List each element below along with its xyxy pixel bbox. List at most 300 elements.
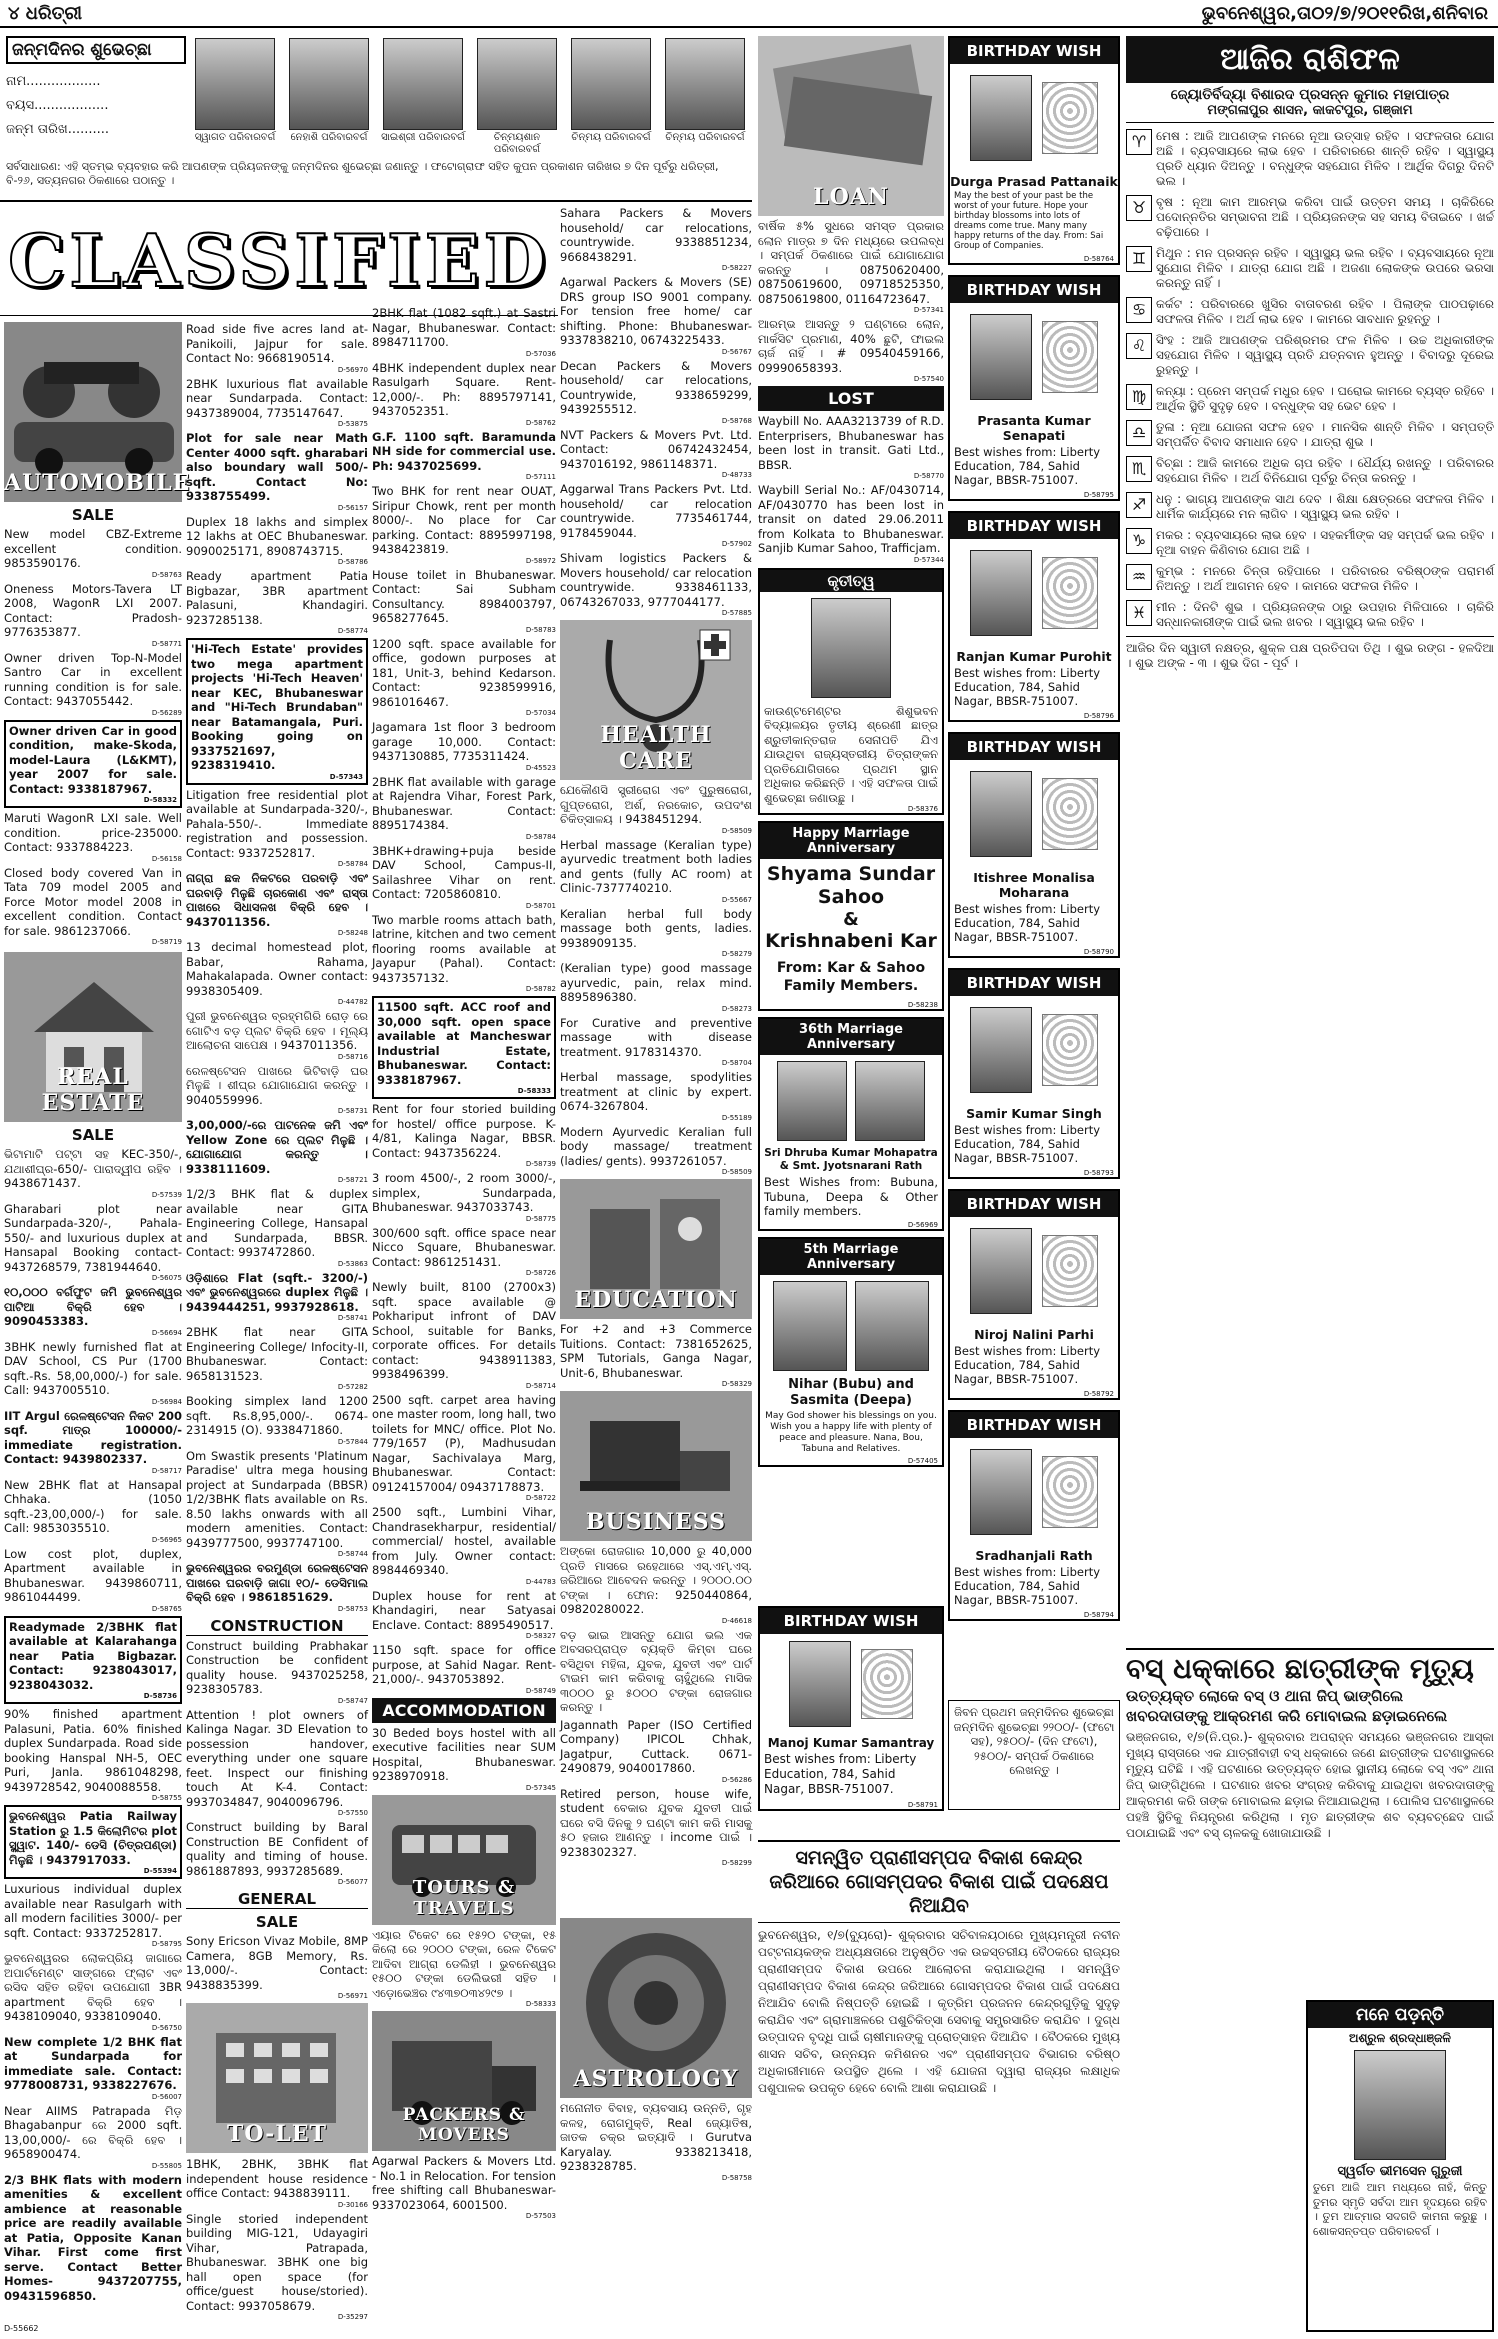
anniversary-5-box: [758, 1237, 944, 1467]
wish-photos: [950, 64, 1118, 172]
ad-text: G.F. 1100 sqft. Baramunda NH side for commercial use. Ph: 9437025699.: [372, 429, 556, 473]
anniversary-name-2: Krishnabeni Kar: [765, 930, 937, 952]
ad-text: 3BHK+drawing+puja beside DAV School, Campus-II, Sailashree Vihar on rent. Contact: 7205860810.: [372, 843, 556, 901]
ad-code: D-56157: [337, 503, 368, 512]
classified-ad: [186, 1064, 368, 1116]
ad-code: D-58719: [151, 938, 182, 946]
classified-ad: [4, 1202, 182, 1283]
ad-code: D-58329: [721, 1380, 752, 1388]
birthday-wish-box: [948, 732, 1120, 958]
tours-travels-image: [372, 1795, 556, 1925]
ad-code: D-58509: [721, 826, 752, 835]
ad-code: D-55394: [143, 1867, 177, 1875]
classified-ad: [372, 1643, 556, 1695]
classified-ad: [560, 1544, 752, 1625]
classified-ad: [372, 1393, 556, 1503]
classified-ad: [186, 1934, 368, 2000]
zodiac-sign-icon: ♌: [1126, 333, 1152, 359]
wish-name: Sradhanjali Rath: [975, 1548, 1093, 1563]
ad-text: Decan Packers & Movers household/ car relocations, Countrywide, 9338659299, 9439255512.: [560, 358, 752, 416]
ad-code: D-58273: [721, 1004, 752, 1013]
ad-text: Two BHK for rent near OUAT, Siripur Chowk, rent per month 8000/-. No place for Car parking. Contact: 8895997198, 9438423819.: [372, 484, 556, 556]
cattle-news: [758, 1840, 1120, 2332]
classified-ad: [4, 1340, 182, 1406]
achievement-heading: କୃତୀତ୍ୱ: [760, 570, 942, 592]
child-card: [286, 38, 372, 158]
page-number: ୪ ଧରିତ୍ରୀ: [8, 3, 83, 24]
bus-subhead-2: ଖବରଦାତାଙ୍କୁ ଆକ୍ରମଣ କରି ମୋବାଇଲ ଛଡ଼ାଇନେଲେ: [1126, 1707, 1448, 1725]
loan-image: [758, 36, 944, 216]
ad-text: ଭୁବନେଶ୍ୱରର ବରମୁଣ୍ଡା ରେଳଷ୍ଟେସନ ପାଖରେ ଘରବାଡ଼ି ଜାଗା ୧୦/- ଡେସିମାଲ ବିକ୍ରି ହେବ । 9861851629.: [186, 1561, 368, 1604]
ad-code: D-58747: [337, 1696, 368, 1705]
anniversary-5-wish: May God shower his blessings on you. Wish you a happy life with plenty of peace and pleasure. Nana, Bou, Tabuna and Relatives.: [765, 1410, 937, 1454]
flower-bouquet-icon: [1042, 1456, 1098, 1528]
ad-code: D-57036: [525, 349, 556, 358]
ad-code: D-58327: [525, 1632, 556, 1640]
ad-text: 2BHK flat (1082 sqft.) at Sastri Nagar, Bhubaneswar. Contact: 8984711700.: [372, 306, 556, 349]
ad-code: D-48733: [721, 471, 752, 479]
wish-photos: [950, 996, 1118, 1104]
obituary-box: [1306, 2000, 1494, 2332]
ad-code: D-57282: [337, 1383, 368, 1391]
birthday-wish-manoj: [758, 1606, 944, 1832]
ad-code: D-58771: [151, 639, 182, 648]
ad-text: Rent for four storied building for hostel/ office purpose. K-4/81, Kalinga Nagar, BBSR. Contact: 9437356224.: [372, 1102, 556, 1160]
zodiac-sign-icon: ♋: [1126, 297, 1152, 323]
ad-code: D-58716: [337, 1052, 368, 1061]
ad-code: D-58721: [337, 1176, 368, 1184]
ad-code: D-58753: [337, 1604, 368, 1613]
business-image: [560, 1391, 752, 1541]
classified-ad: [560, 838, 752, 904]
wish-code: D-58792: [1083, 1390, 1114, 1398]
classified-ad: [4, 1547, 182, 1613]
classified-ad: [4, 2104, 182, 2170]
classified-ad: [186, 431, 368, 512]
child-caption: ସାଇଶ୍ରୀ ପରିବାରବର୍ଗ: [381, 132, 465, 143]
health-care-image: [560, 620, 752, 780]
wish-manoj-code: D-58791: [907, 1801, 938, 1809]
classified-ad: [372, 844, 556, 910]
groom-photo: [773, 1281, 847, 1371]
child-photo: [383, 38, 463, 130]
ad-text: Duplex 18 lakhs and simplex 12 lakhs at OEC Bhubaneswar. 9090025171, 8908743715.: [186, 514, 368, 558]
auto-sale-heading: SALE: [71, 506, 115, 524]
wish-text: Best wishes from: Liberty Education, 784, Sahid Nagar, BBSR-751007.: [954, 902, 1101, 944]
flower-bouquet-icon: [1042, 1235, 1098, 1307]
ad-text: 3,00,000/-ରେ ପାଟନେକ ଜମି ଏବଂ Yellow Zone ରେ ପ୍ଲଟ ମିଳୁଛି । ଯୋଗାଯୋଗ କରନ୍ତୁ । 9338111609.: [186, 1118, 368, 1176]
wish-manoj-title: BIRTHDAY WISH: [760, 1608, 942, 1634]
rashi-item: [1126, 384, 1494, 414]
ad-text: Two marble rooms attach bath, latrine, kitchen and two cement flooring rooms available at Jayapur (Pahal). Contact: 9437357132.: [372, 912, 556, 985]
ad-code: D-58784: [525, 832, 556, 841]
anniversary-heading: Happy Marriage Anniversary: [760, 823, 942, 859]
ad-code: D-58726: [525, 1269, 556, 1277]
wish-code: D-58764: [1083, 255, 1114, 263]
ad-text: Near AIIMS Patrapada ମିଡ଼ Bhagabanpur ରେ 2000 sqft. 13,00,000/- ରେ ବିକ୍ରି ହେବ । 9658900474.: [4, 2103, 182, 2161]
anniversary-name-1: Shyama Sundar Sahoo: [766, 863, 936, 908]
rashiphal-section: [1126, 36, 1494, 1642]
wish-photos: [950, 760, 1118, 868]
ad-code: D-58717: [151, 1466, 182, 1475]
column-1: [4, 322, 191, 2332]
ad-text: 3 room 4500/-, 2 room 3000/-, simplex, Sundarpada, Bhubaneswar. 9437033743.: [372, 1171, 556, 1214]
anniversary-5-heading: 5th Marriage Anniversary: [760, 1239, 942, 1275]
ad-text: 1200 sqft. space available for office, godown purposes at 181, Unit-3, behind Kedarson. Contact: 9238599916, 9861016467.: [372, 636, 556, 709]
obituary-subtitle: ଅଶ୍ରୁଳ ଶ୍ରଦ୍ଧାଞ୍ଜଳି: [1349, 2031, 1451, 2045]
zodiac-sign-icon: ♊: [1126, 246, 1152, 272]
rashiphal-footer: ଆଜିର ଦିନ ସ୍ୱାତୀ ନକ୍ଷତ୍ର, ଶୁକ୍ଳ ପକ୍ଷ ପ୍ରତିପଦା ତିଥି । ଶୁଭ ରଙ୍ଗ - ହଳଦିଆ । ଶୁଭ ଅଙ୍କ - ୩ । ଶୁଭ ଦିଗ - ପୂର୍ବ ।: [1126, 636, 1494, 670]
anniversary-36-names: Sri Dhruba Kumar Mohapatra & Smt. Jyotsnarani Rath: [764, 1147, 938, 1172]
ad-text: Ready apartment Patia Bigbazar, 3BR apartment Palasuni, Khandagiri. 9237285138.: [186, 569, 368, 627]
ad-code: D-58701: [525, 901, 556, 910]
rashiphal-astrologer: ଜ୍ୟୋତିର୍ବିଦ୍ୟା ବିଶାରଦ ପ୍ରସନ୍ନ କୁମାର ମହାପାତ୍ର: [1170, 87, 1450, 103]
zodiac-sign-icon: ♏: [1126, 456, 1152, 482]
general-sale-heading: SALE: [255, 1913, 299, 1931]
form-field: ଜନ୍ମ ତାରିଖ..........: [6, 122, 110, 137]
ad-code: D-57902: [721, 540, 752, 548]
wish-code: D-58790: [1083, 948, 1114, 956]
ad-text: ଆରମ୍ଭ ଆସନ୍ତୁ ୨ ଘଣ୍ଟାରେ ଲୋନ, ମାର୍କସିଟ ପ୍ରମାଣ, 40% ଛୁଟି, ଫାଇଲ ଚାର୍ଜ ନାହିଁ । # 09540459166, 09990658393.: [758, 317, 944, 375]
ad-code: D-53875: [337, 420, 368, 428]
ad-code: D-57034: [525, 709, 556, 717]
birthday-wish-box: [948, 1410, 1120, 1621]
classified-ad: [4, 1805, 182, 1879]
ad-code: D-57885: [721, 609, 752, 617]
classified-ad: [186, 2157, 368, 2209]
person-photo: [970, 1449, 1032, 1535]
birthday-strip-title: ଜନ୍ମଦିନର ଶୁଭେଚ୍ଛା: [6, 36, 186, 64]
ad-text: Herbal massage (Keralian type) ayurvedic treatment both ladies and gents (fully AC room) at Clinic-7377740210.: [560, 837, 752, 895]
ad-text: Single storied independent building MIG-121, Udayagiri Vihar, Patrapada, Bhubaneswar. 3BHK one big hall open space (for office/guest house/storied). Contact: 9937058679.: [186, 2211, 368, 2313]
classified-ad: [372, 1102, 556, 1168]
ad-code: D-58774: [337, 627, 368, 635]
ad-rates-box: [948, 1700, 1120, 1810]
classified-ad: [4, 1707, 182, 1802]
ad-code: D-57540: [913, 375, 944, 383]
education-ads: [560, 1322, 752, 1388]
ad-code: D-56075: [151, 1274, 182, 1282]
rashi-text: ମକର : ବ୍ୟବସାୟରେ ଲାଭ ହେବ । ସହକର୍ମୀଙ୍କ ସହ ସମ୍ପର୍କ ଭଲ ରହିବ । ନୂଆ ବାହନ କିଣିବାର ଯୋଗ ଅଛି ।: [1156, 528, 1494, 557]
ad-text: For +2 and +3 Commerce Tuitions. Contact: 7381652625, SPM Tutorials, Ganga Nagar, Unit-6, Bhubaneswar.: [560, 1322, 752, 1380]
ad-code: D-58762: [525, 418, 556, 427]
accommodation-ads: [372, 1726, 556, 1792]
child-photo: [289, 38, 369, 130]
bride-photo: [855, 1281, 929, 1371]
classified-ad: [186, 515, 368, 567]
child-caption: ଚିନ୍ମୟ ପରିବାରବର୍ଗ: [665, 132, 745, 143]
wish-photos: [950, 539, 1118, 647]
classified-ad: [372, 1171, 556, 1223]
zodiac-sign-icon: ♉: [1126, 195, 1152, 221]
to-let-ads-2: [372, 306, 556, 1695]
loan-label: LOAN: [813, 184, 889, 210]
ad-text: Newly built, 8100 (2700x3) sqft. space available @ Pokhariput infront of DAV School, suitable for Banks, corporate offices. For details contact: 9438911383, 9938496399.: [372, 1280, 556, 1381]
ad-text: Luxurious individual duplex available near Rasulgarh with all modern facilities 3000/- per sqft. Contact: 9337252817.: [4, 1882, 182, 1940]
column-3: [372, 306, 556, 2332]
rashi-item: [1126, 456, 1494, 486]
classified-ad: [186, 1271, 368, 1323]
birthday-form: [6, 70, 186, 142]
rashi-item: [1126, 129, 1494, 189]
real-estate-label: REAL ESTATE: [41, 1064, 145, 1116]
ad-code: D-57345: [525, 1783, 556, 1792]
ad-code: D-58755: [151, 1794, 182, 1802]
automobile-label: AUTOMOBILE: [4, 470, 191, 496]
anniversary-36-heading: 36th Marriage Anniversary: [760, 1019, 942, 1055]
ad-code: D-56750: [151, 2023, 182, 2032]
ad-text: Agarwal Packers & Movers (SE) DRS group ISO 9001 company. For tension free home/ car shifting. Phone: Bhubaneswar- 9337838210, 06743225433.: [560, 275, 752, 347]
bus-body: ଭଞ୍ଜନଗର, ୧/୭(ନି.ପ୍ର.)- ଶୁକ୍ରବାର ଅପରାହ୍ନ ସମୟରେ ଭଞ୍ଜନଗର ଆସ୍କା ମୁଖ୍ୟ ରାସ୍ତାରେ ଏକ ଯାତ୍ରୀବାହୀ ବସ୍ ଧକ୍କାରେ ଜଣେ ଛାତ୍ରୀଙ୍କ ଘଟଣାସ୍ଥଳରେ ମୃତ୍ୟୁ ଘଟିଛି । ଏହି ଘଟଣାରେ ଉତ୍ତ୍ୟକ୍ତ ହୋଇ ସ୍ଥାନୀୟ ଲୋକେ ବସ୍ ଏବଂ ଥାନା ଜିପ୍ ଭାଙ୍ଗିଥିଲେ । ଘଟଣାର ଖବର ସଂଗ୍ରହ କରିବାକୁ ଯାଇଥିବା ଖବରଦାତାଙ୍କୁ ଆକ୍ରମଣ କରି ତାଙ୍କ ମୋବାଇଲ ଛଡ଼ାଇ ନିଆଯାଇଥିଲା । ପୋଲିସ ଘଟଣାସ୍ଥଳରେ ପହଞ୍ଚି ସ୍ଥିତିକୁ ନିୟନ୍ତ୍ରଣ କରିଥିଲା । ମୃତ ଛାତ୍ରୀଙ୍କ ଶବ ବ୍ୟବଚ୍ଛେଦ ପାଇଁ ପଠାଯାଇଛି ଏବଂ ବସ୍ ଚାଳକକୁ ଖୋଜାଯାଉଛି ।: [1126, 1730, 1494, 1840]
classified-ad: [372, 1726, 556, 1792]
wish-name: Prasanta Kumar Senapati: [977, 413, 1091, 443]
rashi-item: [1126, 246, 1494, 291]
ad-code: D-58763: [151, 570, 182, 579]
ad-code: D-44783: [525, 1577, 556, 1586]
classified-ad: [560, 551, 752, 617]
birthday-wish-box: [948, 275, 1120, 501]
ad-text: 2BHK flat near GITA Engineering College/ Infocity-II, Bhubaneswar. Contact: 9658131523.: [186, 1325, 368, 1383]
anniversary-36-box: [758, 1017, 944, 1231]
real-estate-image: [4, 952, 182, 1122]
person-photo: [970, 771, 1032, 857]
lost-heading: LOST: [758, 386, 944, 411]
classified-ad: [186, 1325, 368, 1391]
child-caption: ଚିନ୍ମୟ ପରିବାରବର୍ଗ: [571, 132, 651, 143]
ad-text: ରେଳଷ୍ଟେସନ ପାଖରେ ଭିଟିବାଡ଼ି ଘର ମିଳୁଛି । ଶୀଘ୍ର ଯୋଗାଯୋଗ କରନ୍ତୁ । 9040559996.: [186, 1063, 368, 1107]
classified-ad: [186, 871, 368, 937]
ad-text: Owner driven Top-N-Model Santro Car in excellent running condition is for sale. Contact: 9437055442.: [4, 650, 182, 708]
ad-text: 30 Beded boys hostel with all executive facilities near SUM Hospital, Bhubaneswar. 9238970918.: [372, 1725, 556, 1783]
classified-ad: [372, 637, 556, 718]
ad-code: D-58739: [525, 1160, 556, 1168]
wish-name: Durga Prasad Pattanaik: [950, 174, 1118, 189]
wish-title: BIRTHDAY WISH: [950, 513, 1118, 539]
anniversary-5-code: D-57405: [907, 1456, 938, 1465]
anniversary-box: [758, 821, 944, 1011]
ad-text: Jagamara 1st floor 3 bedroom garage 10,000. Contact: 9437130885, 7735311424.: [372, 720, 556, 763]
ad-text: Owner driven Car in good condition, make-Skoda, model-Laura (L&KMT), year 2007 for sale. Contact: 9338187967.: [9, 723, 177, 796]
ad-code: D-58333: [517, 1087, 551, 1095]
zodiac-sign-icon: ♐: [1126, 492, 1152, 518]
husband-photo: [777, 1061, 847, 1141]
ad-code: D-57343: [329, 772, 363, 781]
ad-rates-text: ଜିବନ ପ୍ରଥମ ଜନ୍ମଦିନର ଶୁଭେଚ୍ଛା ଜନ୍ମଦିନ ଶୁଭେଚ୍ଛା ୨୨୦୦/- (ଫଟୋ ସହ), ୨୫୦୦/- (ଦିନ ଫଟୋ), ୨୫୦୦/- ସମ୍ପର୍କ ଠିକଣାରେ ଲେଖନ୍ତୁ ।: [953, 1705, 1115, 1777]
ad-text: Closed body covered Van in Tata 709 model 2005 and Force Motor model 2008 in excellent condition. Contact for sale. 9861237066.: [4, 865, 182, 938]
ad-text: Construct building by Baral Construction BE Confident of quality and timing of house. 9861887893, 9937285689.: [186, 1820, 368, 1878]
child-caption: ସ୍ୱାଗତ ପରିବାରବର୍ଗ: [194, 132, 276, 143]
rashi-text: କର୍କଟ : ପରିବାରରେ ଖୁସିର ବାତାବରଣ ରହିବ । ପିଲାଙ୍କ ପାଠପଢ଼ାରେ ସଫଳତା ମିଳିବ । ଅର୍ଥ ଲାଭ ହେବ । କାମରେ ସାବଧାନ ରୁହନ୍ତୁ ।: [1156, 297, 1494, 326]
ad-text: Readymade 2/3BHK flat available at Kalarahanga near Patia Bigbazar. Contact: 9238043017, 9238043032.: [9, 1619, 177, 1692]
classified-ad: [372, 2154, 556, 2220]
to-let-image: [186, 2003, 368, 2153]
classified-ad: [186, 2212, 368, 2322]
child-photo: [477, 38, 557, 130]
wish-title: BIRTHDAY WISH: [950, 277, 1118, 303]
real-estate-ads: [4, 1147, 182, 2303]
ad-text: 300/600 sqft. office space near Nicco Square, Bhubaneswar. Contact: 9861251431.: [372, 1225, 556, 1269]
ad-text: 11500 sqft. ACC roof and 30,000 sqft. open space available at Mancheswar Industrial Estate, Bhubaneswar. Contact: 9338187967.: [377, 1000, 551, 1087]
ad-text: 1/2/3 BHK flat & duplex available near GITA Engineering College, Hansapal and Sundarpada, BBSR. Contact: 9937472860.: [186, 1187, 368, 1259]
rashi-item: [1126, 333, 1494, 378]
ad-text: IIT Argul ରେଳଷ୍ଟେସନ ନିକଟ 200 sqf. ମାତ୍ର 100000/- immediate registration. Contact: 9439802337.: [4, 1408, 182, 1466]
classified-ad: [186, 1561, 368, 1613]
ad-text: 1BHK, 2BHK, 3BHK flat independent house residence office Contact: 9438839111.: [186, 2157, 368, 2200]
achiever-photo: [811, 598, 891, 698]
classified-ad: [560, 783, 752, 835]
column-2: [186, 322, 368, 2332]
wish-manoj-name: Manoj Kumar Samantray: [767, 1736, 935, 1750]
anniversary-36-wish: Best Wishes from: Bubuna, Tubuna, Deepa & Other family members.: [764, 1175, 938, 1218]
classified-ad: [186, 940, 368, 1006]
ad-code: D-58770: [913, 472, 944, 480]
tours-travels-label: TOURS & TRAVELS: [412, 1876, 516, 1919]
classified-ad: [372, 996, 556, 1099]
child-photo: [195, 38, 275, 130]
child-photo: [665, 38, 745, 130]
rashi-text: ତୁଳା : ନୂଆ ଯୋଜନା ସଫଳ ହେବ । ମାନସିକ ଶାନ୍ତି ମିଳିବ । ସମ୍ପତ୍ତି ସମ୍ପର୍କିତ ବିବାଦ ସମାଧାନ ହେବ । ଯାତ୍ରା ଶୁଭ ।: [1156, 420, 1494, 449]
ad-text: ଅଙ୍କୋ ରୋଜଗାର 10,000 ରୁ 40,000 ପ୍ରତି ମାସରେ ରହେଥାରେ ଏସ୍.ଏମ୍.ଏସ୍. ଜରିଆରେ ଆବେଦନ କରନ୍ତୁ । ୨୦୦୦.୦୦ ଟଙ୍କା । ଫୋନ: 9250440864, 09820280022.: [560, 1544, 752, 1616]
classified-ad: [758, 483, 944, 564]
ad-code: D-58784: [337, 860, 368, 868]
manoj-photo: [789, 1641, 851, 1727]
ad-code: D-58722: [525, 1494, 556, 1502]
rashi-text: ଧନୁ : ଭାଗ୍ୟ ଆପଣଙ୍କ ସାଥ ଦେବ । ଶିକ୍ଷା କ୍ଷେତ୍ରରେ ସଫଳତା ମିଳିବ । ଧାର୍ମିକ କାର୍ଯ୍ୟରେ ମନ ଲାଗିବ । ସ୍ୱାସ୍ଥ୍ୟ ଭଲ ରହିବ ।: [1156, 492, 1494, 521]
wish-title: BIRTHDAY WISH: [950, 38, 1118, 64]
ad-text: Waybill Serial No.: AF/0430714, AF/0430770 has been lost in transit on dated 29.06.2011 from Kolkata to Bhubaneswar. Sanjib Kumar Sahoo, Trafficjam.: [758, 483, 944, 555]
ad-text: 2500 sqft. carpet area having one master room, long hall, two toilets for MNC/ office. Plot No. 779/1657 (P), Madhusudan Nagar, Sachivalaya Marg, Bhubaneswar. Contact: 09124157004/ 09437178873.: [372, 1392, 556, 1494]
ad-text: New 2BHK flat at Hansapal Chhaka. (1050 sqft.-23,00,000/-) for sale. Call: 9853035510.: [4, 1477, 182, 1535]
ad-code: D-57344: [913, 555, 944, 564]
cattle-headline: ସମନ୍ୱିତ ପ୍ରାଣୀସମ୍ପଦ ବିକାଶ କେନ୍ଦ୍ର ଜରିଆରେ ଗୋସମ୍ପଦର ବିକାଶ ପାଇଁ ପଦକ୍ଷେପ ନିଆଯିବ: [758, 1840, 1120, 1923]
person-photo: [970, 1007, 1032, 1093]
real-estate-ads-2: [186, 322, 368, 1613]
ad-code: D-58509: [721, 1168, 752, 1176]
ad-text: Waybill No. AAA3213739 of R.D. Enterprisers, Bhubaneswar has been lost in transit. Gati Ltd., BBSR.: [758, 414, 944, 472]
classified-ad: [372, 913, 556, 994]
wish-code: D-58794: [1083, 1611, 1114, 1619]
zodiac-sign-icon: ♈: [1126, 129, 1152, 155]
classified-ad: [758, 414, 944, 480]
classified-ad: [560, 961, 752, 1013]
anniversary-from: From: Kar & Sahoo Family Members.: [776, 960, 926, 994]
ad-text: Construct building Prabhakar Construction be confident quality house. 9437025258, 9238305783.: [186, 1638, 368, 1696]
ad-code: D-56984: [151, 1397, 182, 1406]
birthday-wish-box: [948, 36, 1120, 265]
ad-code: D-56289: [151, 708, 182, 717]
wish-name: Niroj Nalini Parhi: [974, 1327, 1094, 1342]
ad-code: D-56158: [151, 854, 182, 863]
ad-text: Agarwal Packers & Movers Ltd. - No.1 in Relocation. For tension free shifting call Bhubaneswar- 9337023064, 6001500.: [372, 2154, 556, 2212]
classified-ad: [758, 219, 944, 314]
wish-name: Ranjan Kumar Purohit: [956, 649, 1112, 664]
ad-code: D-58741: [337, 1314, 368, 1322]
birthday-kids: [192, 38, 748, 158]
bus-news: [1126, 1648, 1494, 1998]
classified-ad: [560, 1718, 752, 1784]
ad-text: New complete 1/2 BHK flat at Sundarpada for immediate sale. Contact: 9778008731, 9338227676.: [4, 2034, 182, 2092]
ad-text: Road side five acres land at- Panikoili, Jajpur for sale. Contact No: 9668190514.: [186, 322, 368, 365]
birthday-notice: ସର୍ବସାଧାରଣ: ଏହି ସ୍ତମ୍ଭ ବ୍ୟବହାର କରି ଆପଣଙ୍କ ପ୍ରିୟଜନଙ୍କୁ ଜନ୍ମଦିନର ଶୁଭେଚ୍ଛା ଜଣାନ୍ତୁ । ଫଟୋଗ୍ରାଫ ସହିତ କୁପନ ପ୍ରକାଶନ ତାରିଖର ୭ ଦିନ ପୂର୍ବରୁ ଧରିତ୍ରୀ, ବି-୨୬, ସତ୍ୟନଗର ଠିକଣାରେ ପଠାନ୍ତୁ ।: [6, 160, 719, 187]
ad-code: D-56971: [337, 1992, 368, 2000]
classified-ad: [560, 206, 752, 272]
ad-code: D-56077: [337, 1878, 368, 1886]
classified-ad: [4, 1616, 182, 1705]
ad-code: D-58795: [151, 1940, 182, 1948]
classified-ad: [4, 811, 182, 863]
ad-text: Shivam logistics Packers & Movers household/ car relocation countrywide. 9338461133, 06743267033, 9777044177.: [560, 551, 752, 609]
rashi-text: ମିଥୁନ : ମନ ପ୍ରସନ୍ନ ରହିବ । ସ୍ୱାସ୍ଥ୍ୟ ଭଲ ରହିବ । ବ୍ୟବସାୟରେ ନୂଆ ସୁଯୋଗ ମିଳିବ । ଯାତ୍ରା ଯୋଗ ଅଛି । ଅଜଣା ଲୋକଙ୍କ ଉପରେ ଭରସା କରନ୍ତୁ ନାହିଁ ।: [1156, 246, 1494, 290]
ad-text: 13 decimal homestead plot, Babar, Rahama, Mahakalapada. Owner contact: 9938305409.: [186, 940, 368, 998]
ad-code: D-56767: [721, 347, 752, 356]
classified-ad: [372, 1928, 556, 2009]
page-code: D-55662: [4, 2324, 39, 2333]
ad-code: D-58332: [143, 796, 177, 804]
classified-banner: [0, 206, 558, 316]
classified-ad: [372, 1505, 556, 1586]
wish-code: D-58793: [1083, 1169, 1114, 1177]
wish-text: Best wishes from: Liberty Education, 784, Sahid Nagar, BBSR-751007.: [954, 1565, 1101, 1607]
ad-code: D-56007: [151, 2092, 182, 2101]
packers-movers-label: PACKERS & MOVERS: [402, 2105, 526, 2145]
page-header: [0, 0, 1498, 28]
classified-ad: [4, 866, 182, 947]
classified-ad: [372, 430, 556, 482]
ad-text: Retired person, house wife, student ବେକାର ଯୁବକ ଯୁବତୀ ପାଇଁ ଘରେ ବସି ଦିନକୁ ୨ ଘଣ୍ଟା କାମ କରି ମାସକୁ ୫୦ ହଜାର ଆଣନ୍ତୁ । income ପାଇଁ । 9238302327.: [560, 1786, 752, 1859]
ad-text: New model CBZ-Extreme excellent condition. 9853590176.: [4, 527, 182, 570]
classified-ad: [372, 306, 556, 358]
birthday-wish-box: [948, 511, 1120, 722]
education-label: EDUCATION: [574, 1287, 738, 1313]
anniversary-code: D-58238: [907, 1001, 938, 1009]
achievement-code: D-58376: [907, 805, 938, 813]
classified-ad: [560, 1125, 752, 1177]
ad-text: Keralian herbal full body massage both gents, ladies. 9938909135.: [560, 906, 752, 950]
rashi-list: [1126, 129, 1494, 630]
achievement-box: [758, 568, 944, 816]
ad-code: D-58972: [525, 556, 556, 565]
classified-ad: [372, 484, 556, 565]
astrology-ads: [560, 2101, 752, 2182]
ad-text: ମନୋନୀତ ବିବାହ, ବ୍ୟବସାୟ ଉନ୍ନତି, ଗୃହ କଳହ, ରୋଗମୁକ୍ତି, Real ଜ୍ୟୋତିଷ, ଜାତକ ଚକ୍ର ଇତ୍ୟାଦି । Gurutva Karyalay. 9338213418, 9238328785.: [560, 2101, 752, 2173]
classified-ad: [186, 1708, 368, 1818]
classified-ad: [560, 1322, 752, 1388]
ad-text: 3BHK newly furnished flat at DAV School, CS Pur (1700 sqft.-Rs. 58,00,000/-) for sale. Call: 9437005510.: [4, 1339, 182, 1397]
wish-title: BIRTHDAY WISH: [950, 734, 1118, 760]
tours-ads: [372, 1928, 556, 2009]
rashi-item: [1126, 420, 1494, 450]
ad-code: D-56694: [151, 1328, 182, 1337]
wish-text: Best wishes from: Liberty Education, 784, Sahid Nagar, BBSR-751007.: [954, 666, 1101, 708]
ad-code: D-58768: [721, 416, 752, 425]
ad-code: D-46618: [721, 1616, 752, 1625]
rashi-item: [1126, 297, 1494, 327]
child-card: [380, 38, 466, 158]
birthday-wishes-column: [948, 36, 1120, 1716]
business-ads: [560, 1544, 752, 1867]
ad-code: D-57550: [337, 1809, 368, 1817]
to-let-label: TO-LET: [226, 2121, 328, 2147]
zodiac-sign-icon: ♒: [1126, 564, 1152, 590]
classified-ad: [186, 377, 368, 429]
ad-text: ଓଡ଼ିଶାରେ Flat (sqft.- 3200/-) ଏବଂ ଭୁବନେଶ୍ୱରରେ duplex ମିଳୁଛି । 9439444251, 9937928618.: [186, 1270, 368, 1314]
classified-ad: [758, 317, 944, 383]
classified-ad: [560, 1628, 752, 1715]
classified-ad: [372, 361, 556, 427]
ad-text: ଭୁବନେଶ୍ୱରର ଲୋକପ୍ରିୟ ଜାଗାରେ ଅପାର୍ଟମେଣ୍ଟ ସାଙ୍ଗରେ ଫ୍ଲାଟ ଏବଂ ରସିଦ ସହିତ ରହିବା ଉପଯୋଗୀ 3BR apartment ବିକ୍ରି ହେବ । 9438109040, 9338109040.: [4, 1951, 182, 2023]
ad-code: D-56970: [337, 365, 368, 374]
packers-movers-image: [372, 2011, 556, 2151]
